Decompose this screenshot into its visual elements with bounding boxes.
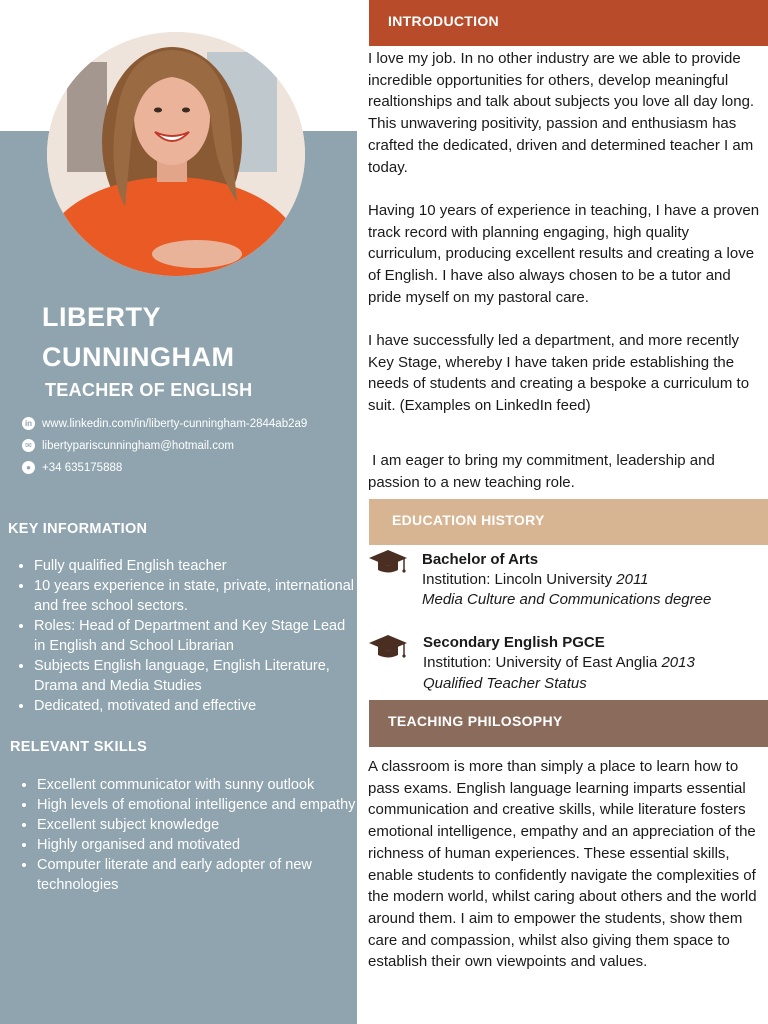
contact-phone xyxy=(22,461,122,474)
candidate-name xyxy=(42,297,234,377)
graduation-year: 2011 xyxy=(616,571,649,588)
graduation-year: 2013 xyxy=(661,654,695,671)
profile-photo xyxy=(47,32,305,276)
phone-number: +34 635175888 xyxy=(42,461,123,474)
relevant-skills-heading: RELEVANT SKILLS xyxy=(10,739,148,755)
email-address[interactable]: libertypariscunningham@hotmail.com xyxy=(42,439,234,452)
philosophy-heading-bar xyxy=(369,700,768,747)
list-item: • Roles: Head of Department and Key Stage Lead in English and School Librarian xyxy=(34,616,354,656)
list-item: • Highly organised and motivated xyxy=(37,835,357,855)
list-item: • Computer literate and early adopter of new technologies xyxy=(37,855,357,895)
list-item: • High levels of emotional intelligence and empathy xyxy=(37,795,357,815)
education-institution xyxy=(423,654,695,671)
linkedin-icon: in xyxy=(22,417,35,430)
name-line-1: LIBERTY xyxy=(42,302,162,332)
education-detail: Media Culture and Communications degree xyxy=(422,591,712,608)
introduction-paragraph-3: I have successfully led a department, and more recently Key Stage, whereby I have taken pride establishing the needs of students and creating a bespoke a curriculum to suit. (Examples on LinkedIn feed) xyxy=(368,332,750,415)
linkedin-url[interactable]: www.linkedin.com/in/liberty-cunningham-2844ab2a9 xyxy=(42,417,308,430)
list-item: • Excellent subject knowledge xyxy=(37,815,357,835)
contact-email xyxy=(22,439,234,452)
list-item: • 10 years experience in state, private, international and free school sectors. xyxy=(34,576,354,616)
education-degree: Secondary English PGCE xyxy=(423,634,605,651)
user-icon: ● xyxy=(22,461,35,474)
name-line-2: CUNNINGHAM xyxy=(42,342,235,372)
education-heading: EDUCATION HISTORY xyxy=(392,512,545,528)
introduction-heading-bar xyxy=(369,0,768,46)
list-item: • Excellent communicator with sunny outlook xyxy=(37,775,357,795)
email-icon: ✉ xyxy=(22,439,35,452)
key-information-list xyxy=(8,556,354,716)
key-information-heading: KEY INFORMATION xyxy=(8,521,148,537)
graduation-cap-icon xyxy=(368,548,408,581)
education-detail: Qualified Teacher Status xyxy=(423,675,587,692)
education-institution xyxy=(422,571,649,588)
institution-name: Institution: University of East Anglia xyxy=(423,654,658,671)
list-item: • Subjects English language, English Literature, Drama and Media Studies xyxy=(34,656,354,696)
introduction-heading: INTRODUCTION xyxy=(388,13,499,29)
introduction-paragraph-1: I love my job. In no other industry are we able to provide incredible opportunities for others, develop meaningful realtionships and talk about subjects you love all day long. This unwavering positivity, passion and enthusiasm has crafted the dedicated, driven and determined teacher I am today. xyxy=(368,50,755,176)
job-title: TEACHER OF ENGLISH xyxy=(45,380,253,400)
list-item: • Fully qualified English teacher xyxy=(34,556,354,576)
institution-name: Institution: Lincoln University xyxy=(422,571,613,588)
philosophy-paragraph: A classroom is more than simply a place to learn how to pass exams. English language learning imparts essential communication and creative skills, while literature fosters emotional intelligence, empathy and an appreciation of the richness of human experiences. These essential skills, enable students to confidently navigate the complexities of the modern world, whilst caring about others and the world around them. I aim to empower the students, show them care and compassion, whilst also giving them space to establish their own viewpoints and values. xyxy=(368,758,757,971)
introduction-paragraph-4: I am eager to bring my commitment, leadership and passion to a new teaching role. xyxy=(368,452,719,491)
graduation-cap-icon xyxy=(368,633,408,666)
education-degree: Bachelor of Arts xyxy=(422,551,539,568)
list-item: • Dedicated, motivated and effective xyxy=(34,696,354,716)
philosophy-heading: TEACHING PHILOSOPHY xyxy=(388,713,563,729)
education-heading-bar xyxy=(369,499,768,545)
introduction-paragraph-2: Having 10 years of experience in teaching, I have a proven track record with planning engaging, high quality curriculum, producing excellent results and creating a love of English. I have also always chosen to be a tutor and pride myself on my pastoral care. xyxy=(368,202,760,306)
contact-linkedin xyxy=(22,417,307,430)
relevant-skills-list xyxy=(11,775,357,895)
